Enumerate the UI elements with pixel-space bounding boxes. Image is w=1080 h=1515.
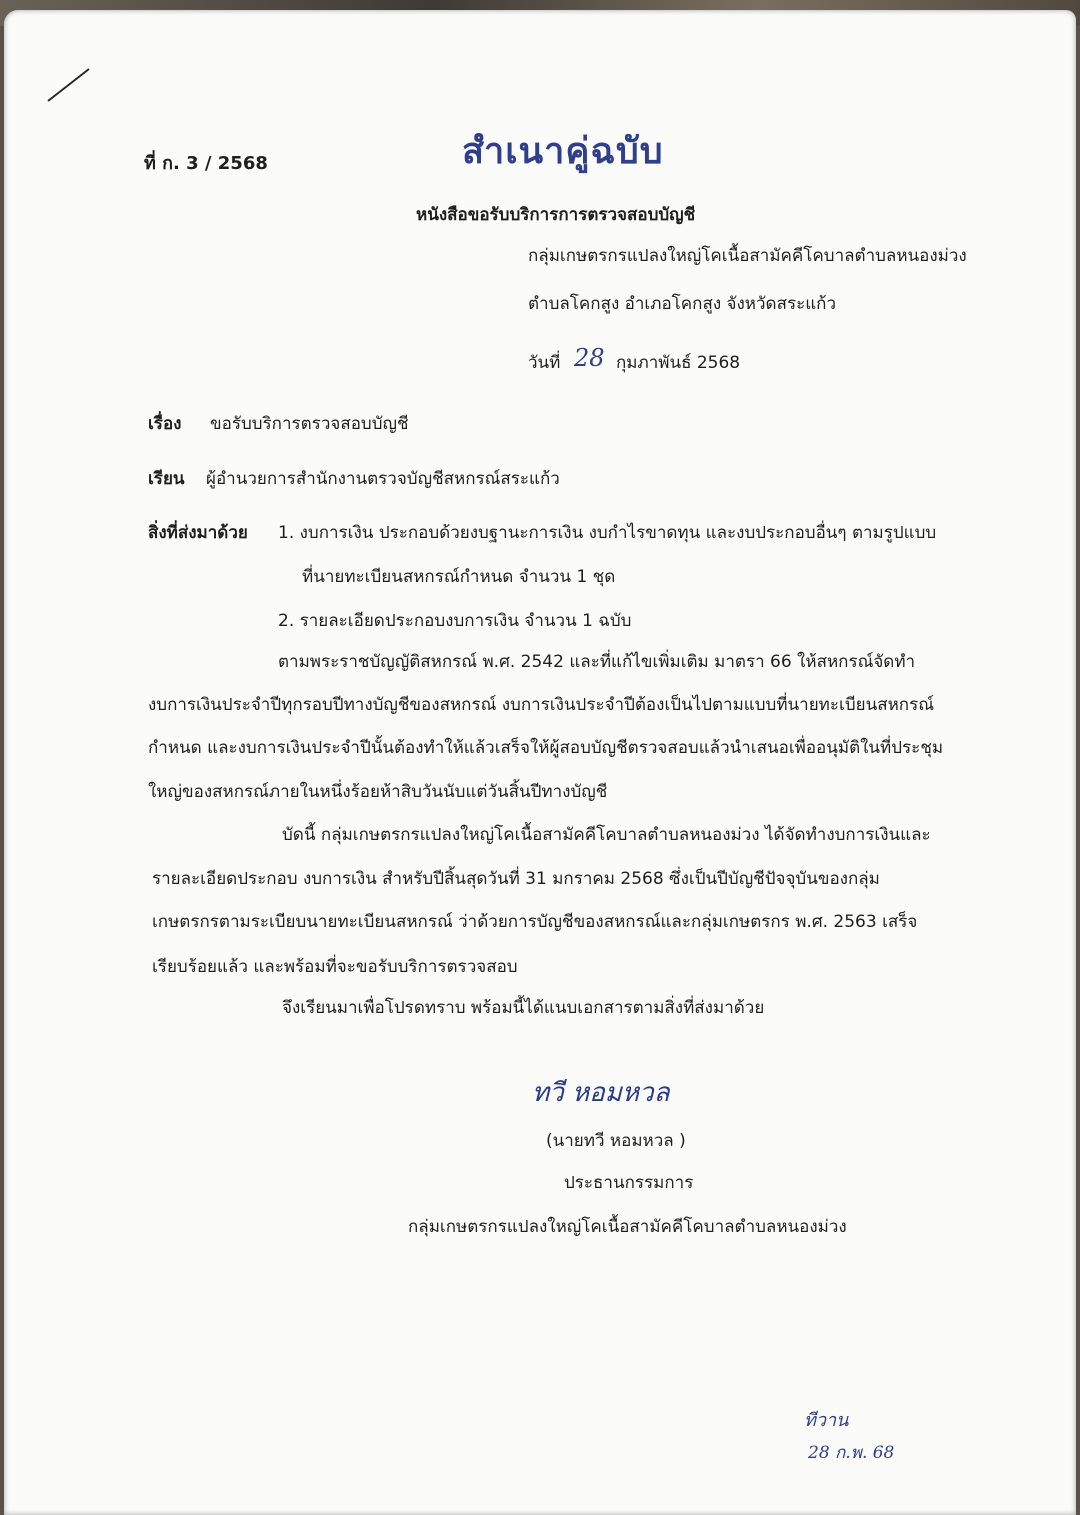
enclosure-item: 2. รายละเอียดประกอบงบการเงิน จำนวน 1 ฉบับ [278,611,632,631]
document-page [4,10,1076,1515]
sender-organization: กลุ่มเกษตรกรแปลงใหญ่โคเนื้อสามัคคีโคบาลตำบลหนองม่วง [528,246,967,266]
body-line: งบการเงินประจำปีทุกรอบปีทางบัญชีของสหกรณ์ งบการเงินประจำปีต้องเป็นไปตามแบบที่นายทะเบียนสหกรณ์ [148,695,934,715]
body-line: ใหญ่ของสหกรณ์ภายในหนึ่งร้อยห้าสิบวันนับแต่วันสิ้นปีทางบัญชี [148,782,608,802]
body-line: เกษตรกรตามระเบียบนายทะเบียนสหกรณ์ ว่าด้วยการบัญชีของสหกรณ์และกลุ่มเกษตรกร พ.ศ. 2563 เสร็จ [152,912,918,932]
sender-address: ตำบลโคกสูง อำเภอโคกสูง จังหวัดสระแก้ว [528,294,837,314]
closing-line: จึงเรียนมาเพื่อโปรดทราบ พร้อมนี้ได้แนบเอกสารตามสิ่งที่ส่งมาด้วย [282,998,765,1018]
handwritten-signature: ทวี หอมหวล [532,1078,670,1108]
receipt-date-handwritten: 28 ก.พ. 68 [808,1443,895,1463]
pen-mark [47,68,89,102]
signer-organization: กลุ่มเกษตรกรแปลงใหญ่โคเนื้อสามัคคีโคบาลตำบลหนองม่วง [408,1217,847,1237]
enclosure-item: 1. งบการเงิน ประกอบด้วยงบฐานะการเงิน งบกำไรขาดทุน และงบประกอบอื่นๆ ตามรูปแบบ [278,523,937,543]
body-line: บัดนี้ กลุ่มเกษตรกรแปลงใหญ่โคเนื้อสามัคคีโคบาลตำบลหนองม่วง ได้จัดทำงบการเงินและ [282,825,931,845]
date-month-year: กุมภาพันธ์ 2568 [616,353,741,373]
document-title: หนังสือขอรับบริการการตรวจสอบบัญชี [416,205,696,225]
body-line: ตามพระราชบัญญัติสหกรณ์ พ.ศ. 2542 และที่แก้ไขเพิ่มเติม มาตรา 66 ให้สหกรณ์จัดทำ [278,652,916,672]
signer-name: (นายทวี หอมหวล ) [546,1131,686,1151]
body-line: กำหนด และงบการเงินประจำปีนั้นต้องทำให้แล้วเสร็จให้ผู้สอบบัญชีตรวจสอบแล้วนำเสนอเพื่ออนุมัติในที่ประชุม [148,738,944,758]
enclosure-item: ที่นายทะเบียนสหกรณ์กำหนด จำนวน 1 ชุด [302,567,616,587]
date-label: วันที่ [528,353,561,373]
subject-text: ขอรับบริการตรวจสอบบัญชี [210,414,409,434]
subject-label: เรื่อง [148,414,182,434]
salutation-label: เรียน [148,469,185,489]
signer-position: ประธานกรรมการ [564,1173,694,1193]
reference-number: ที่ ก. 3 / 2568 [144,153,268,174]
receipt-initials-handwritten: ทีวาน [804,1410,849,1431]
enclosure-label: สิ่งที่ส่งมาด้วย [148,523,248,543]
copy-stamp: สำเนาคู่ฉบับ [462,131,664,172]
salutation-recipient: ผู้อำนวยการสำนักงานตรวจบัญชีสหกรณ์สระแก้ว [206,469,560,489]
body-line: รายละเอียดประกอบ งบการเงิน สำหรับปีสิ้นสุดวันที่ 31 มกราคม 2568 ซึ่งเป็นปีบัญชีปัจจุบันของกลุ่ม [152,869,880,889]
date-day-handwritten: 28 [574,344,605,372]
body-line: เรียบร้อยแล้ว และพร้อมที่จะขอรับบริการตรวจสอบ [152,957,518,977]
